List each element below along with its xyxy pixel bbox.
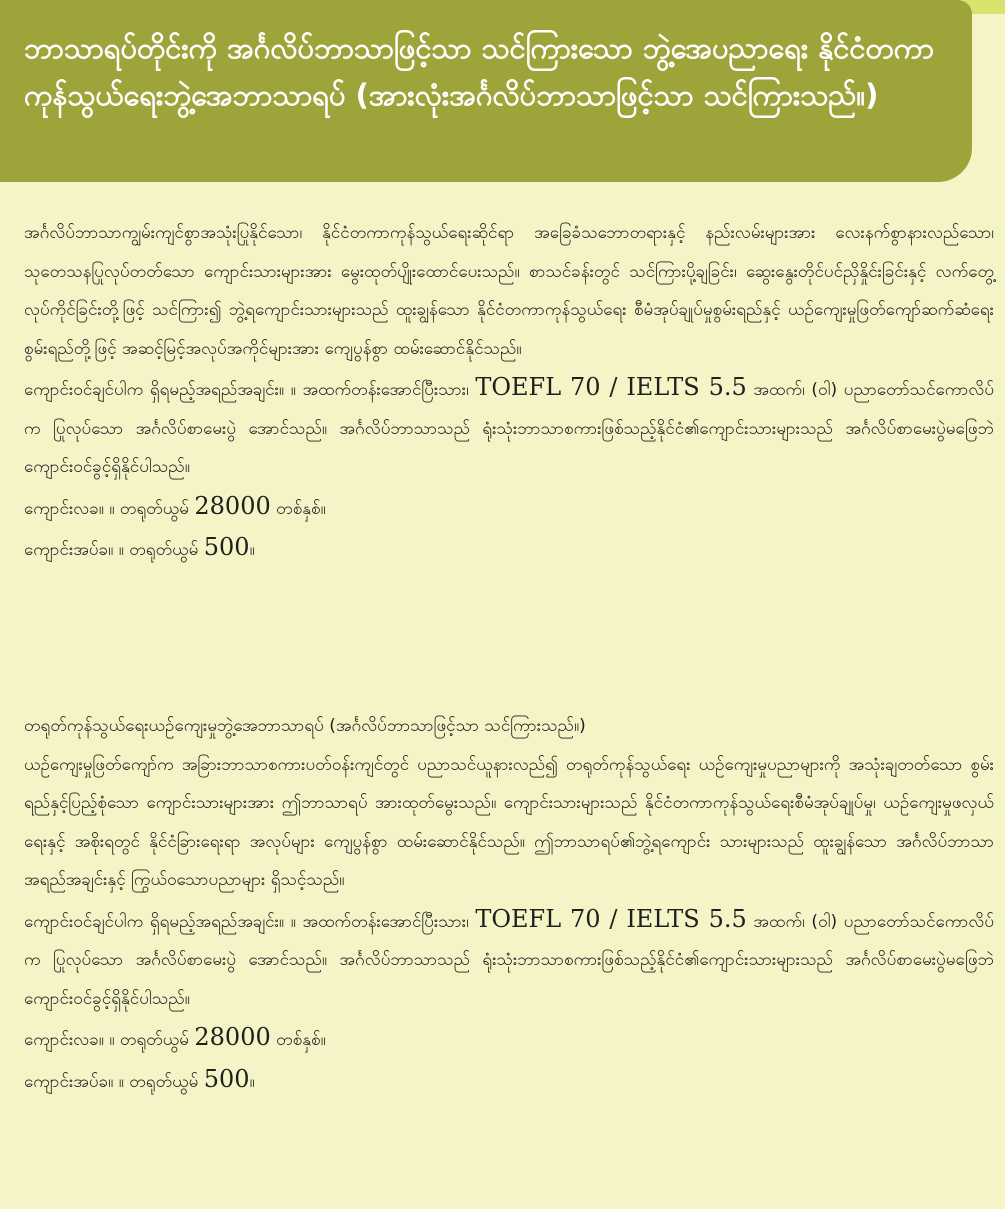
requirements-label: ကျောင်းဝင်ချင်ပါက ရှိရမည့်အရည်အချင်း။ ။ အထက်တန်းအောင်ပြီးသား၊ [24, 911, 469, 932]
application-fee-line [24, 1060, 994, 1102]
application-fee-value: 500 [203, 533, 250, 561]
application-fee-label: ကျောင်းအပ်ခ။ ။ တရုတ်ယွမ် [24, 1071, 199, 1092]
program-description: အင်္ဂလိပ်ဘာသာကျွမ်းကျင်စွာအသုံးပြုနိုင်သော၊ နိုင်ငံတကာကုန်သွယ်ရေးဆိုင်ရာ အခြေခံသဘောတရားနှင့် နည်းလမ်းများအား လေးနက်စွာနားလည်သော၊ သုတေသနပြုလုပ်တတ်သော ကျောင်းသားများအား မွေးထုတ်ပျိုးထောင်ပေးသည်။ စာသင်ခန်းတွင် သင်ကြားပို့ချခြင်း၊ ဆွေးနွေးတိုင်ပင်ညှိနှိုင်းခြင်းနှင့် လက်တွေ့လုပ်ကိုင်ခြင်းတို့ဖြင့် သင်ကြား၍ ဘွဲ့ရကျောင်းသားများသည် ထူးချွန်သော နိုင်ငံတကာကုန်သွယ်ရေး စီမံအုပ်ချုပ်မှုစွမ်းရည်နှင့် ယဉ်ကျေးမှုဖြတ်ကျော်ဆက်ဆံရေးစွမ်းရည်တို့ဖြင့် အဆင့်မြင့်အလုပ်အကိုင်များအား ကျေပွန်စွာ ထမ်းဆောင်နိုင်သည်။ [24, 223, 994, 359]
tuition-label: ကျောင်းလခ။ ။ တရုတ်ယွမ် [24, 498, 189, 519]
program-description: ယဉ်ကျေးမှုဖြတ်ကျော်က အခြားဘာသာစကားပတ်ဝန်းကျင်တွင် ပညာသင်ယူနားလည်၍ တရုတ်ကုန်သွယ်ရေး ယဉ်ကျေးမှုပညာများကို အသုံးချတတ်သော စွမ်းရည်နှင့်ပြည့်စုံသော ကျောင်းသားများအား ဤဘာသာရပ် အားထုတ်မွေးသည်။ ကျောင်းသားများသည် နိုင်ငံတကာကုန်သွယ်ရေးစီမံအုပ်ချုပ်မှု၊ ယဉ်ကျေးမှုဖလှယ်ရေးနှင့် အစိုးရတွင် နိုင်ငံခြားရေးရာ အလုပ်များ ကျေပွန်စွာ ထမ်းဆောင်နိုင်သည်။ ဤဘာသာရပ်၏ဘွဲ့ရကျောင်း သားများသည် ထူးချွန်သော အင်္ဂလိပ်ဘာသာ အရည်အချင်းနှင့် ကြွယ်ဝသောပညာများ ရှိသင့်သည်။ [24, 754, 994, 890]
tuition-fee-line [24, 1018, 994, 1060]
tuition-value: 28000 [194, 1023, 271, 1051]
application-fee-value: 500 [203, 1064, 250, 1093]
header-banner [0, 0, 972, 182]
program-title-line: တရုတ်ကုန်သွယ်ရေးယဉ်ကျေးမှုဘွဲ့အေဘာသာရပ် (အင်္ဂလိပ်ဘာသာဖြင့်သာ သင်ကြားသည်။) [24, 716, 586, 736]
program-section-international-trade [24, 214, 994, 570]
english-score-requirement: TOEFL 70 / IELTS 5.5 [475, 373, 747, 401]
tuition-label: ကျောင်းလခ။ ။ တရုတ်ယွမ် [24, 1030, 189, 1050]
requirements-details: အထက်၊ (ဝါ) ပညာတော်သင်ကောလိပ်က ပြုလုပ်သော အင်္ဂလိပ်စာမေးပွဲ အောင်သည်။ အင်္ဂလိပ်ဘာသာသည် ရုံးသုံးဘာသာစကားဖြစ်သည့်နိုင်ငံ၏ကျောင်းသားများသည် အင်္ဂလိပ်စာမေးပွဲမဖြေဘဲ ကျောင်းဝင်ခွင့်ရှိနိုင်ပါသည်။ [24, 380, 995, 477]
tuition-value: 28000 [194, 491, 271, 520]
admission-requirements [24, 900, 994, 1019]
requirements-details: အထက်၊ (ဝါ) ပညာတော်သင်ကောလိပ်က ပြုလုပ်သော အင်္ဂလိပ်စာမေးပွဲ အောင်သည်။ အင်္ဂလိပ်ဘာသာသည် ရုံးသုံးဘာသာစကားဖြစ်သည့်နိုင်ငံ၏ကျောင်းသားများသည် အင်္ဂလိပ်စာမေးပွဲမဖြေဘဲ ကျောင်းဝင်ခွင့်ရှိနိုင်ပါသည်။ [24, 911, 995, 1009]
page-title: ဘာသာရပ်တိုင်းကို အင်္ဂလိပ်ဘာသာဖြင့်သာ သင်ကြားသော ဘွဲ့အေပညာရေး နိုင်ငံတကာကုန်သွယ်ရေးဘွဲ့အေဘာသာရပ် (အားလုံးအင်္ဂလိပ်ဘာသာဖြင့်သာ သင်ကြားသည်။) [24, 31, 934, 112]
application-fee-suffix: ။ [249, 1071, 255, 1092]
application-fee-suffix: ။ [249, 540, 255, 560]
requirements-label: ကျောင်းဝင်ချင်ပါက ရှိရမည့်အရည်အချင်း။ ။ အထက်တန်းအောင်ပြီးသား၊ [24, 380, 469, 400]
application-fee-label: ကျောင်းအပ်ခ။ ။ တရုတ်ယွမ် [24, 540, 199, 560]
admission-requirements [24, 368, 994, 487]
tuition-fee-line [24, 487, 994, 529]
application-fee-line [24, 528, 994, 570]
english-score-requirement: TOEFL 70 / IELTS 5.5 [475, 904, 747, 933]
program-section-trade-culture [24, 707, 994, 1101]
tuition-unit: တစ်နှစ်။ [276, 1030, 326, 1050]
tuition-unit: တစ်နှစ်။ [276, 498, 326, 519]
